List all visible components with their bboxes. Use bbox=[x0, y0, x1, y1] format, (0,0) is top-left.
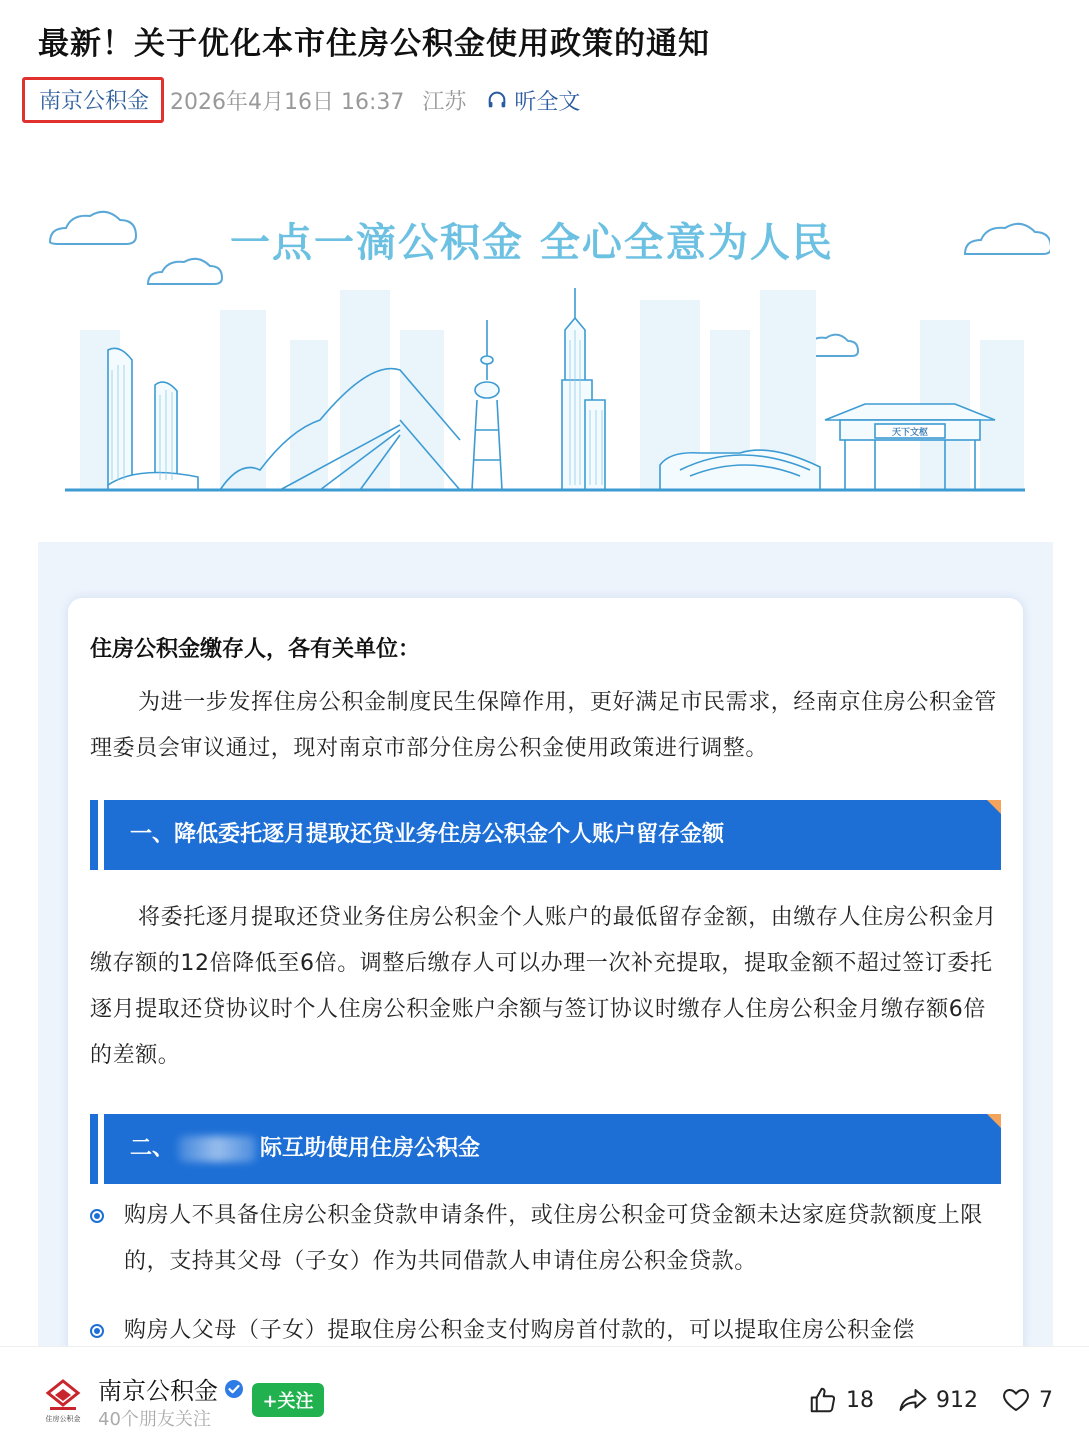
notice-card bbox=[68, 598, 1023, 1358]
favorite-count: 7 bbox=[1039, 1387, 1053, 1413]
like-count: 18 bbox=[846, 1387, 874, 1413]
source-account-link[interactable]: 南京公积金 bbox=[22, 77, 164, 123]
banner-gate-plaque: 天下文枢 bbox=[891, 428, 929, 438]
list-item bbox=[90, 1193, 1002, 1285]
bullet-text: 购房人不具备住房公积金贷款申请条件，或住房公积金可贷金额未达家庭贷款额度上限的，支持其父母（子女）作为共同借款人申请住房公积金贷款。 bbox=[124, 1203, 983, 1274]
section2-header bbox=[90, 1114, 1001, 1184]
account-logo-icon[interactable] bbox=[40, 1377, 86, 1429]
radio-bullet-icon bbox=[90, 1324, 104, 1338]
publish-date: 2026年4月16日 16:37 bbox=[170, 89, 405, 115]
article-banner-image bbox=[40, 180, 1050, 520]
salutation: 住房公积金缴存人，各有关单位： bbox=[90, 637, 421, 662]
radio-bullet-icon bbox=[90, 1209, 104, 1223]
section1-header bbox=[90, 800, 1001, 870]
friends-follow-count: 40个朋友关注 bbox=[98, 1409, 211, 1430]
share-count: 912 bbox=[936, 1387, 978, 1413]
intro-paragraph: 为进一步发挥住房公积金制度民生保障作用，更好满足市民需求，经南京住房公积金管理委员会审议通过，现对南京市部分住房公积金使用政策进行调整。 bbox=[90, 690, 997, 761]
bullet-text: 购房人父母（子女）提取住房公积金支付购房首付款的，可以提取住房公积金偿 bbox=[124, 1318, 916, 1343]
follow-button[interactable]: +关注 bbox=[252, 1383, 324, 1417]
section2-heading-suffix: 际互助使用住房公积金 bbox=[260, 1136, 481, 1161]
heart-icon bbox=[1001, 1385, 1031, 1415]
share-button[interactable] bbox=[898, 1383, 978, 1417]
banner-slogan: 一点一滴公积金 全心全意为人民 bbox=[230, 219, 834, 266]
bottom-action-bar bbox=[0, 1346, 1089, 1442]
section2-heading-prefix: 二、 bbox=[130, 1136, 175, 1161]
listen-full-text-button[interactable] bbox=[486, 85, 580, 116]
logo-text: 住房公积金 bbox=[45, 1415, 81, 1423]
account-name[interactable]: 南京公积金 bbox=[98, 1371, 244, 1406]
corner-decoration bbox=[987, 1114, 1001, 1128]
section1-body: 将委托逐月提取还贷业务住房公积金个人账户的最低留存金额，由缴存人住房公积金月缴存额的12倍降低至6倍。调整后缴存人可以办理一次补充提取，提取金额不超过签订委托逐月提取还贷协议时个人住房公积金账户余额与签订协议时缴存人住房公积金月缴存额6倍的差额。 bbox=[90, 905, 997, 1068]
share-arrow-icon bbox=[898, 1385, 928, 1415]
verified-badge-icon bbox=[224, 1379, 244, 1399]
blurred-text bbox=[178, 1136, 256, 1162]
corner-decoration bbox=[987, 800, 1001, 814]
headphones-icon bbox=[486, 89, 508, 111]
section1-heading: 一、降低委托逐月提取还贷业务住房公积金个人账户留存金额 bbox=[104, 800, 1001, 870]
favorite-button[interactable] bbox=[1001, 1383, 1053, 1417]
article-meta bbox=[22, 76, 580, 124]
thumbs-up-icon bbox=[808, 1385, 838, 1415]
section2-heading bbox=[104, 1114, 1001, 1184]
article-title: 最新！关于优化本市住房公积金使用政策的通知 bbox=[38, 26, 710, 62]
like-button[interactable] bbox=[808, 1383, 874, 1417]
publish-region: 江苏 bbox=[422, 89, 467, 115]
listen-label: 听全文 bbox=[514, 89, 581, 115]
